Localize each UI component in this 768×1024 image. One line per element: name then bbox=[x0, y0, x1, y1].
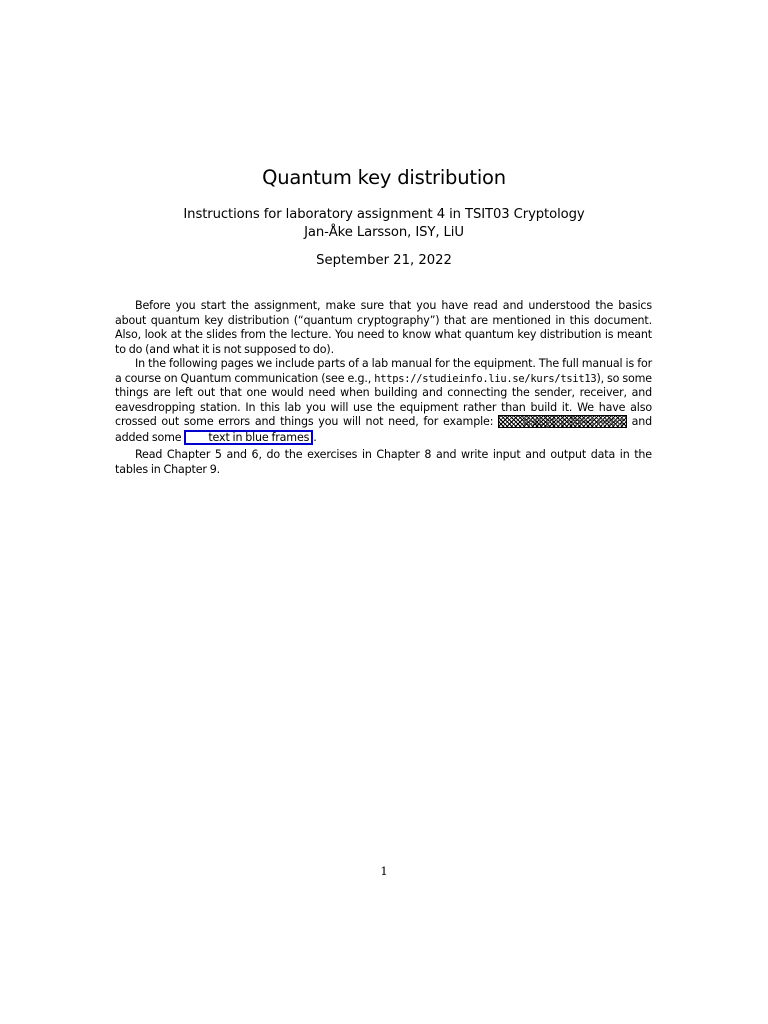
paragraph-intro: Before you start the assignment, make sure that you have read and understood the basics about quantum key distribution (“quantum cryptography”) that are mentioned in this document. Also, look at the slides from the lecture. You need to know what quantum key distribution is meant to do (and what it is not supposed to do). bbox=[115, 299, 652, 356]
paragraph-text: and added some bbox=[115, 415, 652, 444]
paragraph-instructions: Read Chapter 5 and 6, do the exercises in Chapter 8 and write input and output data in the tables in Chapter 9. bbox=[115, 448, 652, 476]
page-number: 1 bbox=[380, 864, 388, 878]
paragraph-text: In the following pages we include parts of a lab manual for the equipment. The full manual is for a course on Quantum communication (see e.g., bbox=[115, 357, 652, 385]
course-url-link[interactable]: https://studieinfo.liu.se/kurs/tsit13 bbox=[374, 372, 597, 385]
document-date: September 21, 2022 bbox=[316, 253, 452, 268]
assignment-subtitle: Instructions for laboratory assignment 4 in TSIT03 Cryptology bbox=[183, 207, 585, 222]
blue-framed-text: text in blue frames bbox=[184, 430, 313, 445]
document-title: Quantum key distribution bbox=[262, 166, 506, 189]
paragraph-text: . bbox=[313, 430, 317, 444]
body-text bbox=[115, 299, 652, 477]
crossed-out-text: Text you don’t need bbox=[498, 415, 627, 428]
author-line: Jan-Åke Larsson, ISY, LiU bbox=[304, 225, 464, 240]
paragraph-text: ), so some things are left out that one would need when building and connecting the sender, receiver, and eavesdropping station. In this lab you will use the equipment rather than build it. We have also crossed out some errors and things you will not need, for example: bbox=[115, 371, 652, 428]
paragraph-lab-manual bbox=[115, 357, 652, 445]
